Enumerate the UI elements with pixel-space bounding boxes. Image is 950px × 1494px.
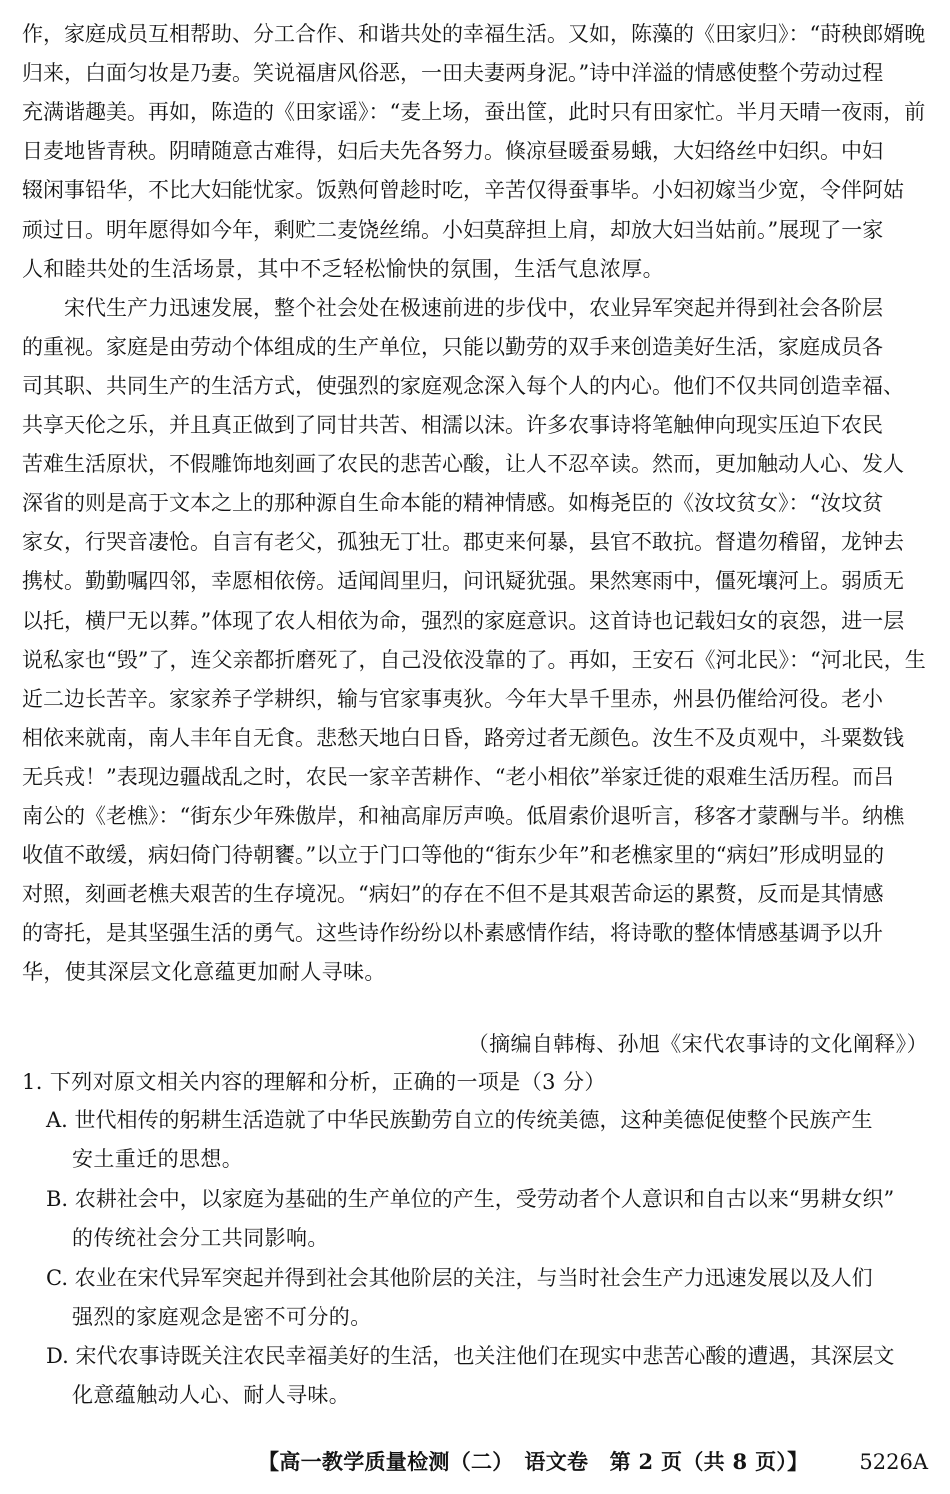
option-line: C. 农业在宋代异军突起并得到社会其他阶层的关注，与当时社会生产力迅速发展以及人们 (46, 1266, 873, 1290)
passage-line: 近二边长苦辛。家家养子学耕织，输与官家事夷狄。今年大旱千里赤，州县仍催给河役。老小 (22, 686, 883, 711)
passage-line: 无兵戎！”表现边疆战乱之时，农民一家辛苦耕作、“老小相依”举家迁徙的艰难生活历程。而吕 (22, 764, 895, 789)
passage-line: 南公的《老樵》：“街东少年殊傲岸，和袖高扉厉声唤。低眉索价退听言，移客才蒙酬与半。纳樵 (22, 804, 905, 828)
passage-line: 日麦地皆青秧。阴晴随意古难得，妇后夫先各努力。倏凉昼暖蚕易蛾，大妇络丝中妇织。中妇 (22, 139, 883, 164)
passage-line: 携杖。勤勤嘱四邻，幸愿相依傍。适闻闾里归，问讯疑犹强。果然寒雨中，僵死壤河上。弱质无 (22, 569, 904, 594)
passage-line: 深省的则是高于文本之上的那种源自生命本能的精神情感。如梅尧臣的《汝坟贫女》：“汝坟贫 (22, 491, 884, 516)
option-line: A. 世代相传的躬耕生活造就了中华民族勤劳自立的传统美德，这种美德促使整个民族产生 (46, 1108, 873, 1132)
option-line: 化意蕴触动人心、耐人寻味。 (72, 1383, 351, 1407)
passage-line: 归来，白面匀妆是乃妻。笑说福唐风俗恶，一田夫妻两身泥。”诗中洋溢的情感使整个劳动过程 (22, 61, 884, 86)
passage-line: 的重视。家庭是由劳动个体组成的生产单位，只能以勤劳的双手来创造美好生活，家庭成员各 (22, 334, 883, 359)
passage-line: 司其职、共同生产的生活方式，使强烈的家庭观念深入每个人的内心。他们不仅共同创造幸福、 (22, 373, 904, 398)
passage-line: 说私家也“毁”了，连父亲都折磨死了，自己没依没靠的了。再如，王安石《河北民》：“河北民，生 (22, 647, 926, 672)
option-line: 安土重迁的思想。 (72, 1147, 244, 1171)
source-citation: （摘编自韩梅、孙旭《宋代农事诗的文化阐释》） (467, 1032, 928, 1056)
passage-line: 人和睦共处的生活场景，其中不乏轻松愉快的氛围，生活气息浓厚。 (22, 256, 664, 281)
option-line: B. 农耕社会中，以家庭为基础的生产单位的产生，受劳动者个人意识和自古以来“男耕女织” (46, 1187, 895, 1211)
passage-line: 相依来就南，南人丰年自无食。悲愁天地白日昏，路旁过者无颜色。汝生不及贞观中，斗粟数钱 (22, 725, 904, 750)
passage-line: 家女，行哭音凄怆。自言有老父，孤独无丁壮。郡吏来何暴，县官不敢抗。督遣勿稽留，龙钟去 (22, 530, 904, 555)
passage-line: 顽过日。明年愿得如今年，剩贮二麦饶丝绵。小妇莫辞担上肩，却放大妇当姑前。”展现了一家 (22, 217, 884, 242)
passage-line: 辍闲事铅华，不比大妇能忧家。饭熟何曾趁时吃，辛苦仅得蚕事毕。小妇初嫁当少宽，令伴阿姑 (22, 178, 904, 203)
passage-line: 的寄托，是其坚强生活的勇气。这些诗作纷纷以朴素感情作结，将诗歌的整体情感基调予以升 (22, 921, 883, 946)
passage-line: 作，家庭成员互相帮助、分工合作、和谐共处的幸福生活。又如，陈藻的《田家归》：“莳秧郎婿晚 (22, 22, 926, 46)
passage-line: 以托，横尸无以葬。”体现了农人相依为命，强烈的家庭意识。这首诗也记载妇女的哀怨，进一层 (22, 608, 905, 633)
page-footer (0, 1440, 950, 1480)
option-line: 强烈的家庭观念是密不可分的。 (72, 1305, 372, 1329)
passage-line: 苦难生活原状，不假雕饰地刻画了农民的悲苦心酸，让人不忍卒读。然而，更加触动人心、发人 (22, 452, 904, 477)
passage-line: 充满谐趣美。再如，陈造的《田家谣》：“麦上场，蚕出筐，此时只有田家忙。半月天晴一夜雨，前 (22, 100, 926, 125)
footer-exam-info: 【高一教学质量检测（二） 语文卷 第 2 页（共 8 页）】 (258, 1449, 809, 1474)
option-line: 的传统社会分工共同影响。 (72, 1226, 329, 1250)
passage-line: 共享天伦之乐，并且真正做到了同甘共苦、相濡以沫。许多农事诗将笔触伸向现实压迫下农民 (22, 413, 883, 437)
passage-line: 收值不敢缓，病妇倚门待朝饔。”以立于门口等他的“街东少年”和老樵家里的“病妇”形成明显的 (22, 843, 885, 868)
option-line: D. 宋代农事诗既关注农民幸福美好的生活，也关注他们在现实中悲苦心酸的遭遇，其深层文 (46, 1344, 895, 1368)
question-stem: 1. 下列对原文相关内容的理解和分析，正确的一项是（3 分） (22, 1070, 606, 1094)
passage-line: 华，使其深层文化意蕴更加耐人寻味。 (22, 960, 386, 985)
passage-line: 宋代生产力迅速发展，整个社会处在极速前进的步伐中，农业异军突起并得到社会各阶层 (22, 295, 883, 320)
passage-line: 对照，刻画老樵夫艰苦的生存境况。“病妇”的存在不但不是其艰苦命运的累赘，反而是其情感 (22, 882, 884, 907)
footer-paper-code: 5226A (859, 1450, 928, 1474)
